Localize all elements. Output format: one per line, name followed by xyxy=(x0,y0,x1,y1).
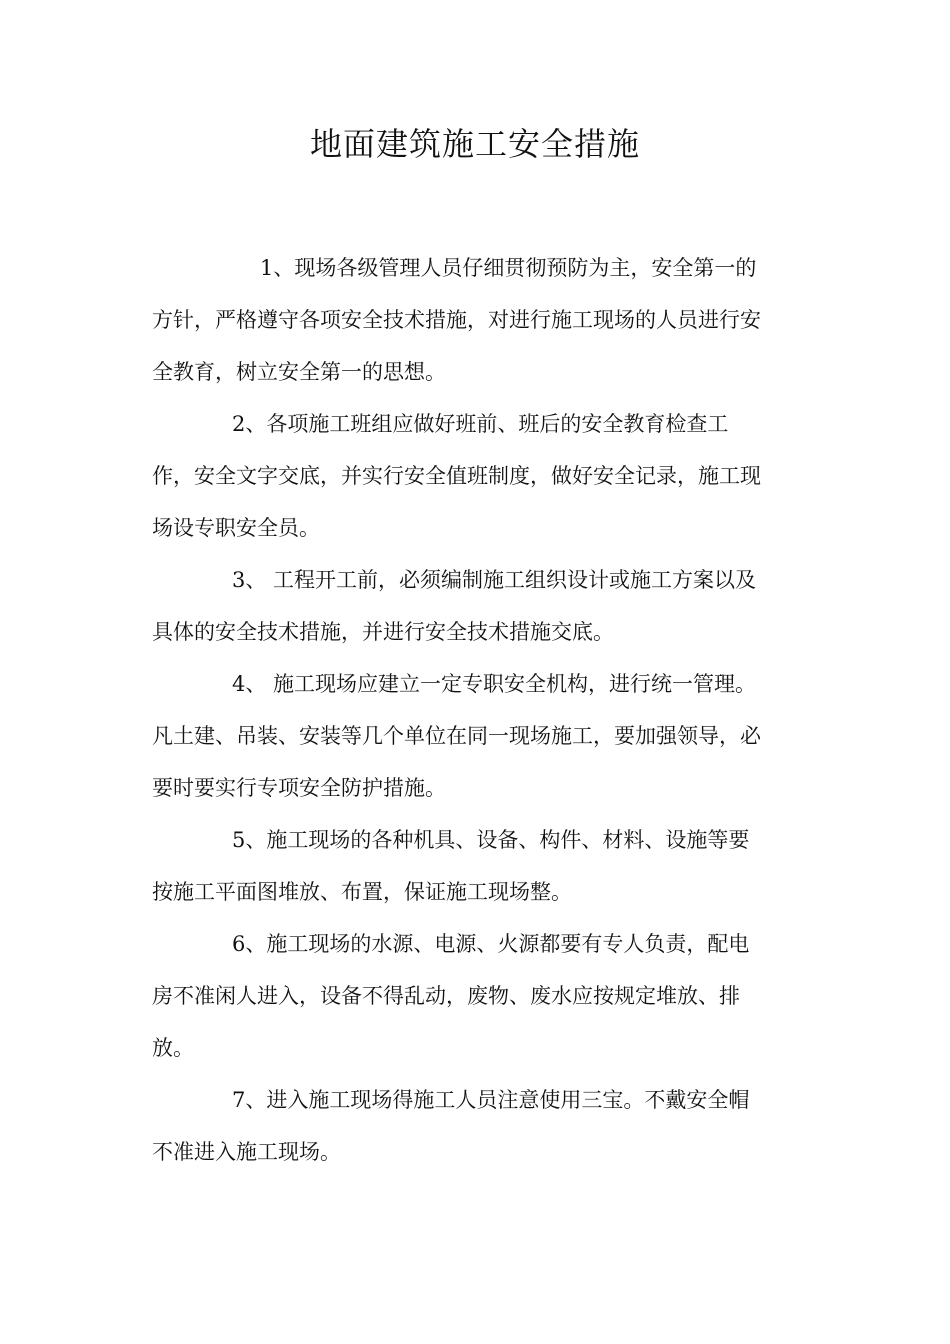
document-title: 地面建筑施工安全措施 xyxy=(309,125,640,163)
paragraph-line: 5、施工现场的各种机具、设备、构件、材料、设施等要 xyxy=(232,828,750,852)
paragraph-line: 4、 施工现场应建立一定专职安全机构，进行统一管理。 xyxy=(232,672,757,696)
paragraph-line: 放。 xyxy=(152,1036,194,1060)
document-body xyxy=(152,242,802,1178)
paragraph-line: 1、现场各级管理人员仔细贯彻预防为主，安全第一的 xyxy=(260,256,757,280)
paragraph-2 xyxy=(152,398,802,554)
paragraph-line: 6、施工现场的水源、电源、火源都要有专人负责，配电 xyxy=(232,932,750,956)
paragraph-4 xyxy=(152,658,802,814)
paragraph-1 xyxy=(152,242,802,398)
paragraph-line: 要时要实行专项安全防护措施。 xyxy=(152,776,446,800)
paragraph-line: 全教育，树立安全第一的思想。 xyxy=(152,360,446,384)
paragraph-7 xyxy=(152,1074,802,1178)
paragraph-line: 不准进入施工现场。 xyxy=(152,1140,341,1164)
paragraph-line: 房不准闲人进入，设备不得乱动，废物、废水应按规定堆放、排 xyxy=(152,984,740,1008)
paragraph-3 xyxy=(152,554,802,658)
paragraph-line: 场设专职安全员。 xyxy=(152,516,320,540)
paragraph-line: 凡土建、吊装、安装等几个单位在同一现场施工，要加强领导，必 xyxy=(152,724,761,748)
paragraph-5 xyxy=(152,814,802,918)
paragraph-line: 7、进入施工现场得施工人员注意使用三宝。不戴安全帽 xyxy=(232,1088,750,1112)
paragraph-line: 3、 工程开工前，必须编制施工组织设计或施工方案以及 xyxy=(232,568,757,592)
paragraph-line: 2、各项施工班组应做好班前、班后的安全教育检查工 xyxy=(232,412,729,436)
paragraph-line: 按施工平面图堆放、布置，保证施工现场整。 xyxy=(152,880,572,904)
paragraph-line: 具体的安全技术措施，并进行安全技术措施交底。 xyxy=(152,620,614,644)
paragraph-line: 方针，严格遵守各项安全技术措施，对进行施工现场的人员进行安 xyxy=(152,308,761,332)
paragraph-line: 作，安全文字交底，并实行安全值班制度，做好安全记录，施工现 xyxy=(152,464,761,488)
paragraph-6 xyxy=(152,918,802,1074)
